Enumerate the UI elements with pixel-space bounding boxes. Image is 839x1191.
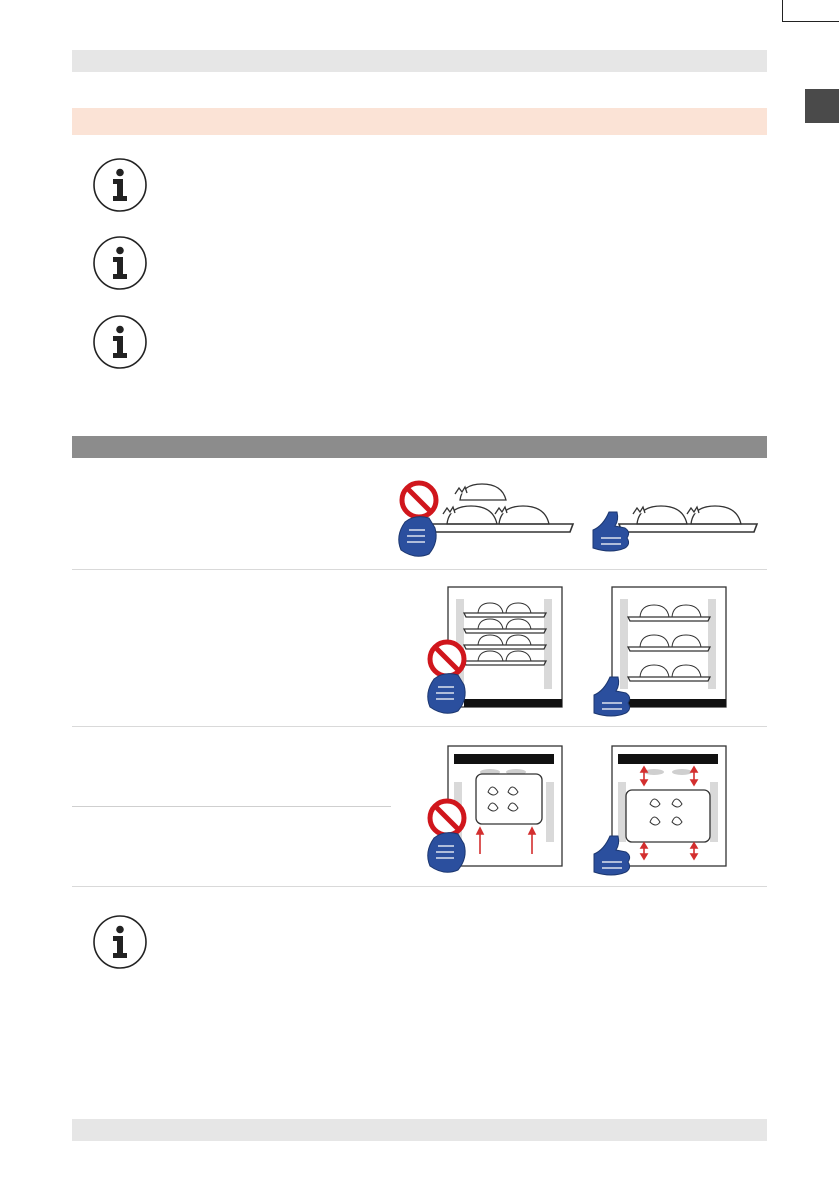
row-divider [72, 886, 767, 887]
language-tab [805, 89, 839, 123]
info-icon [92, 314, 148, 370]
illustration-spaced-racks-correct [590, 583, 740, 723]
page-header-bar [72, 50, 767, 72]
info-icon [92, 914, 148, 970]
row-divider [72, 569, 767, 570]
row-divider [72, 726, 767, 727]
illustration-overlapping-food-wrong [385, 472, 585, 562]
page-footer-bar [72, 1119, 767, 1141]
info-icon [92, 235, 148, 291]
crop-mark [782, 21, 839, 22]
section-heading-bar [72, 108, 767, 135]
table-heading-bar [72, 436, 767, 458]
crop-mark [782, 0, 783, 22]
info-icon [92, 157, 148, 213]
illustration-overloaded-racks-wrong [420, 583, 570, 723]
row-divider [72, 806, 391, 807]
illustration-tray-centered-correct [590, 742, 740, 882]
illustration-spaced-food-correct [585, 472, 765, 562]
illustration-tray-too-high-wrong [420, 742, 570, 882]
